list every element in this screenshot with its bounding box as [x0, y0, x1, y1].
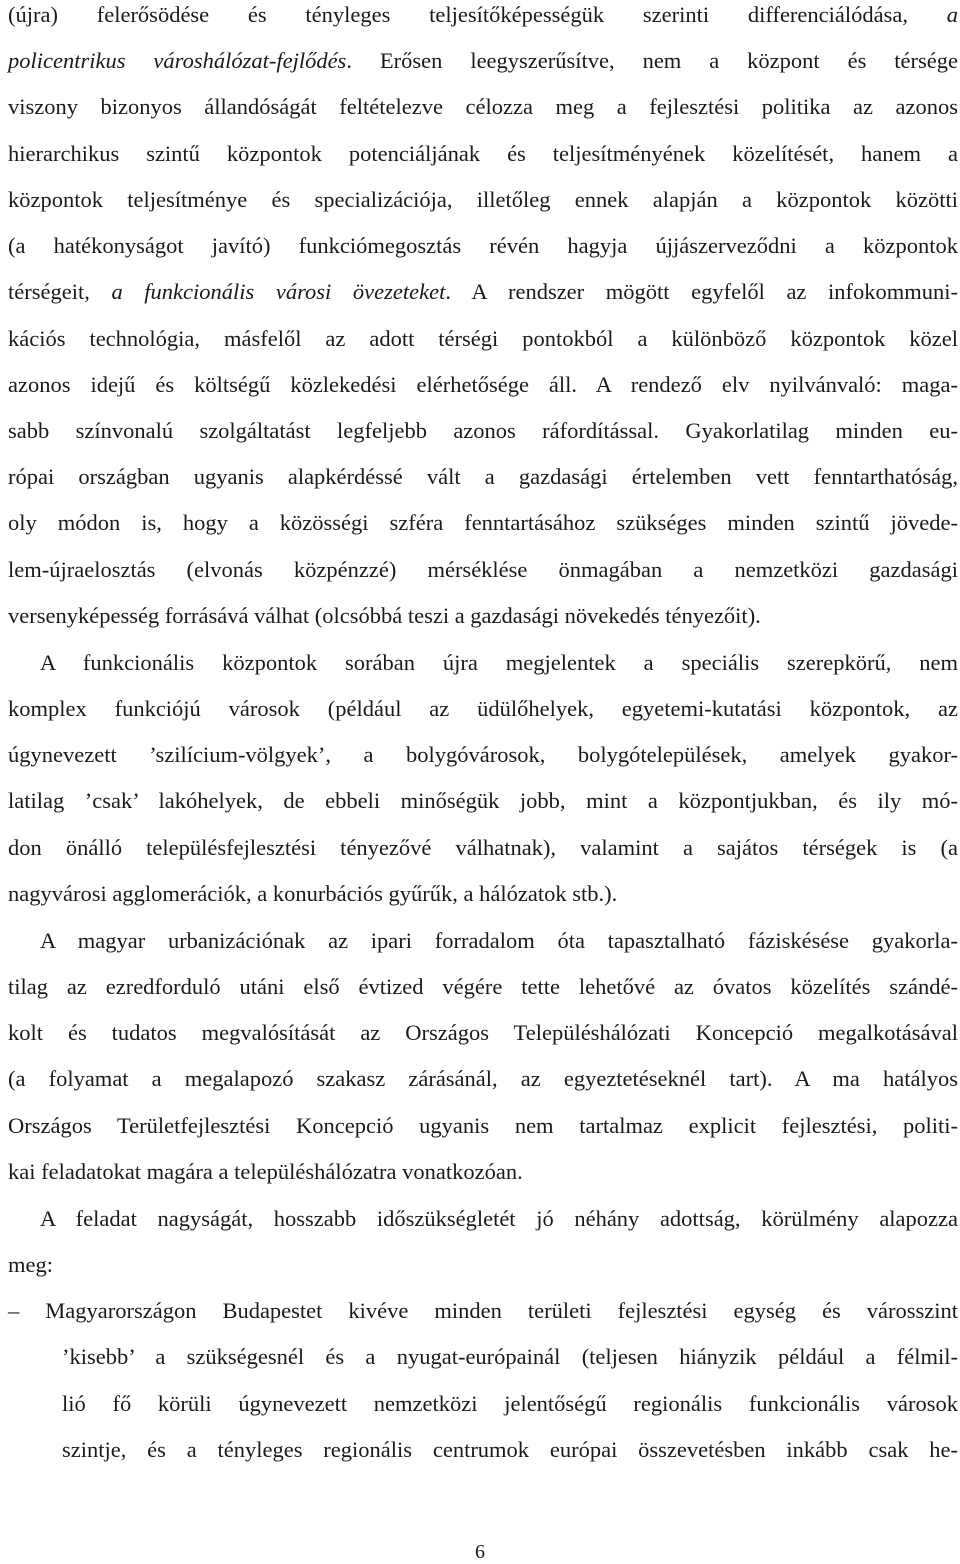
text-line [8, 601, 958, 631]
text-segment: (a folyamat a megalapozó szakasz zárásánál, az egyeztetéseknél tart). A ma hatályos [8, 1066, 958, 1091]
italic-text-segment: policentrikus városhálózat-fejlődés [8, 48, 347, 73]
text-line [8, 0, 958, 30]
text-segment: (a hatékonyságot javító) funkciómegosztás révén hagyja újjászerveződni a központok [8, 233, 958, 258]
text-segment: nagyvárosi agglomerációk, a konurbációs gyűrűk, a hálózatok stb.). [8, 881, 618, 906]
text-line [8, 1111, 958, 1141]
text-line [8, 786, 958, 816]
text-line [8, 694, 958, 724]
text-line [8, 370, 958, 400]
text-line [62, 1342, 958, 1372]
text-line [8, 462, 958, 492]
text-segment: kációs technológia, másfelől az adott térségi pontokból a különböző központok közel [8, 326, 958, 351]
text-segment: latilag ’csak’ lakóhelyek, de ebbeli minőségük jobb, mint a központjukban, és ily mó- [8, 788, 958, 813]
text-segment: . Erősen leegyszerűsítve, nem a központ és térsége [346, 48, 959, 73]
text-segment: Országos Területfejlesztési Koncepció ugyanis nem tartalmaz explicit fejlesztési, politi- [8, 1113, 958, 1138]
text-line [40, 926, 958, 956]
text-segment: A magyar urbanizációnak az ipari forradalom óta tapasztalható fáziskésése gyakorla- [40, 928, 958, 953]
text-segment: lem-újraelosztás (elvonás közpénzzé) mérséklése önmagában a nemzetközi gazdasági [8, 557, 958, 582]
text-segment: sabb színvonalú szolgáltatást legfeljebb azonos ráfordítással. Gyakorlatilag minden eu- [8, 418, 958, 443]
text-segment: oly módon is, hogy a közösségi szféra fenntartásához szükséges minden szintű jövede- [8, 510, 958, 535]
text-segment: tilag az ezredforduló utáni első évtized végére tette lehetővé az óvatos közelítés szándé- [8, 974, 958, 999]
text-segment: térségeit, [8, 279, 112, 304]
italic-text-segment: a funkcionális városi övezeteket [111, 279, 446, 304]
text-line [8, 324, 958, 354]
text-line [8, 1250, 958, 1280]
text-line [8, 833, 958, 863]
text-segment: A funkcionális központok sorában újra megjelentek a speciális szerepkörű, nem [40, 650, 958, 675]
text-segment: . A rendszer mögött egyfelől az infokommuni- [445, 279, 959, 304]
text-line [8, 46, 958, 76]
text-segment: úgynevezett ’szilícium-völgyek’, a bolygóvárosok, bolygótelepülések, amelyek gyakor- [8, 742, 958, 767]
text-segment: don önálló településfejlesztési tényezővé válhatnak), valamint a sajátos térségek is (a [8, 835, 958, 860]
text-line [62, 1389, 958, 1419]
text-line [8, 1296, 958, 1326]
text-segment: lió fő körüli úgynevezett nemzetközi jelentőségű regionális funkcionális városok [62, 1391, 958, 1416]
text-segment: központok teljesítménye és specializációja, illetőleg ennek alapján a központok közötti [8, 187, 958, 212]
text-segment: meg: [8, 1252, 53, 1277]
text-line [8, 740, 958, 770]
text-segment: szintje, és a tényleges regionális centrumok európai összevetésben inkább csak he- [62, 1437, 958, 1462]
text-line [8, 1064, 958, 1094]
text-segment: kolt és tudatos megvalósítását az Országos Településhálózati Koncepció megalkotásával [8, 1020, 958, 1045]
text-line [62, 1435, 958, 1465]
page-number: 6 [475, 1541, 485, 1563]
text-segment: kai feladatokat magára a településhálózatra vonatkozóan. [8, 1159, 523, 1184]
text-segment: azonos idejű és költségű közlekedési elérhetősége áll. A rendező elv nyilvánvaló: maga- [8, 372, 958, 397]
text-segment: versenyképesség forrásává válhat (olcsóbbá teszi a gazdasági növekedés tényezőit). [8, 603, 761, 628]
text-segment: komplex funkciójú városok (például az üdülőhelyek, egyetemi-kutatási központok, az [8, 696, 958, 721]
text-segment: hierarchikus szintű központok potenciáljának és teljesítményének közelítését, hanem a [8, 141, 958, 166]
text-line [8, 92, 958, 122]
text-line [8, 508, 958, 538]
text-segment: ’kisebb’ a szükségesnél és a nyugat-európainál (teljesen hiányzik például a félmil- [62, 1344, 958, 1369]
text-line [8, 231, 958, 261]
text-segment: viszony bizonyos állandóságát feltételezve célozza meg a fejlesztési politika az azonos [8, 94, 958, 119]
italic-text-segment: a [946, 2, 958, 27]
text-line [8, 277, 958, 307]
text-segment: A feladat nagyságát, hosszabb időszükségletét jó néhány adottság, körülmény alapozza [40, 1206, 958, 1231]
text-line [8, 185, 958, 215]
text-line [8, 879, 958, 909]
text-line [8, 972, 958, 1002]
text-line [40, 1204, 958, 1234]
text-line [8, 139, 958, 169]
text-segment: (újra) felerősödése és tényleges teljesítőképességük szerinti differenciálódása, [8, 2, 947, 27]
text-line [8, 555, 958, 585]
text-line [40, 648, 958, 678]
text-line [8, 1157, 958, 1187]
text-segment: – Magyarországon Budapestet kivéve minden területi fejlesztési egység és városszint [8, 1298, 958, 1323]
text-line [8, 416, 958, 446]
text-line [8, 1018, 958, 1048]
text-segment: rópai országban ugyanis alapkérdéssé vált a gazdasági értelemben vett fenntarthatóság, [8, 464, 958, 489]
